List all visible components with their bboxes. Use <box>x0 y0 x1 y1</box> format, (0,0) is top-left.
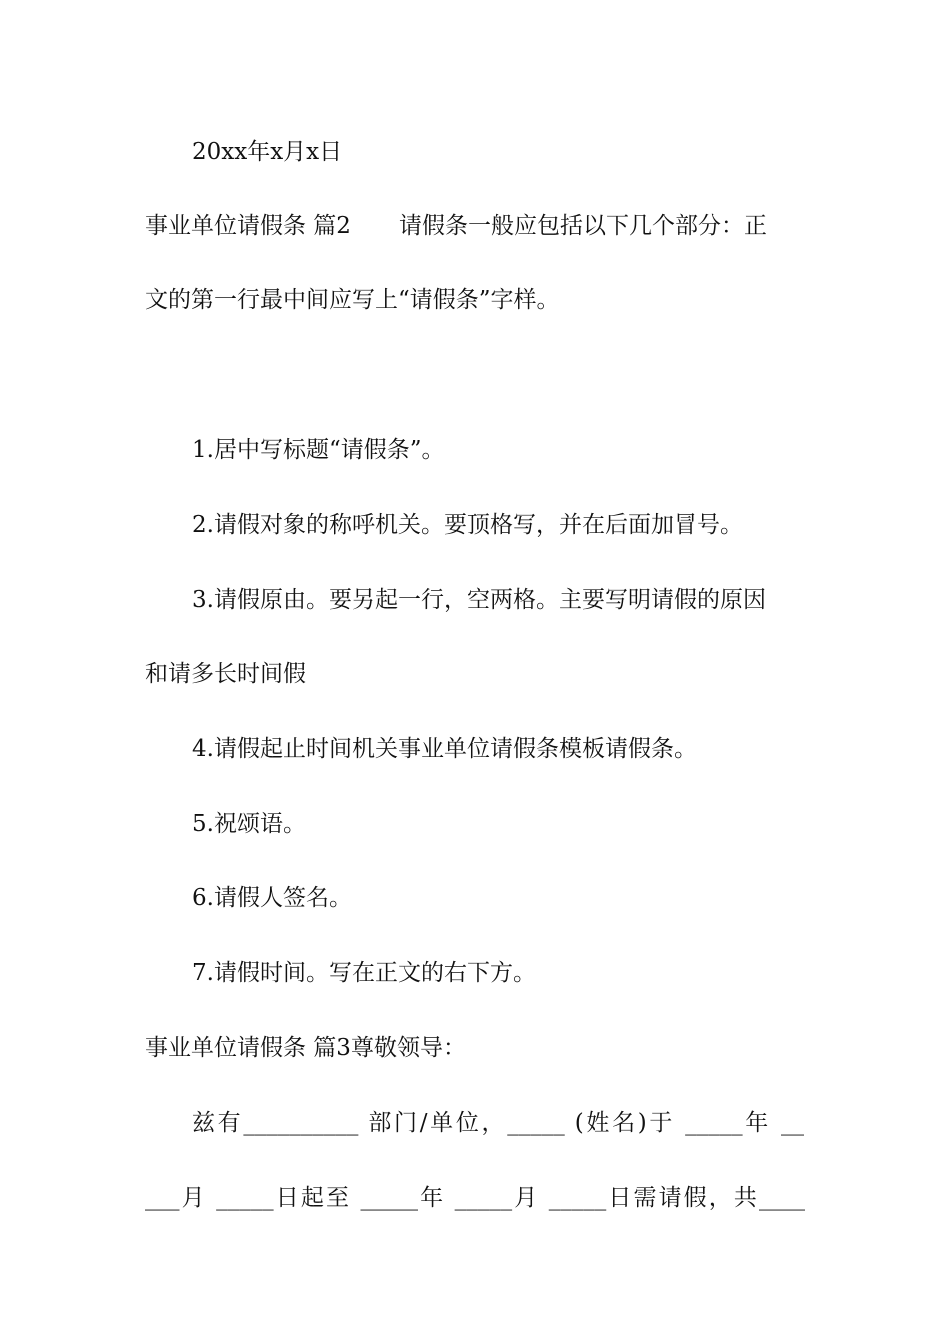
list-item-3-continued: 和请多长时间假 <box>145 661 306 687</box>
list-item-1: 1.居中写标题“请假条”。 <box>192 437 445 463</box>
list-item-2: 2.请假对象的称呼机关。要顶格写，并在后面加冒号。 <box>192 512 743 538</box>
list-item-7: 7.请假时间。写在正文的右下方。 <box>192 960 536 986</box>
date-line: 20xx年x月x日 <box>192 139 343 165</box>
list-item-3: 3.请假原由。要另起一行，空两格。主要写明请假的原因 <box>192 587 766 613</box>
section2-intro-part2: 文的第一行最中间应写上“请假条”字样。 <box>145 287 560 313</box>
section3-body-line2: ___月 _____日起至 _____年 _____月 _____日需请假，共____ <box>145 1185 805 1211</box>
section2-heading: 事业单位请假条 篇2 <box>145 213 351 239</box>
section3-heading: 事业单位请假条 篇3尊敬领导： <box>145 1035 466 1061</box>
section2-intro-part1: 请假条一般应包括以下几个部分：正 <box>398 213 767 239</box>
section3-body-line1: 兹有__________ 部门/单位，_____ (姓名)于 _____年 __ <box>192 1110 804 1136</box>
section2-first-line <box>145 211 815 241</box>
list-item-5: 5.祝颂语。 <box>192 811 306 837</box>
list-item-6: 6.请假人签名。 <box>192 885 352 911</box>
list-item-4: 4.请假起止时间机关事业单位请假条模板请假条。 <box>192 736 697 762</box>
